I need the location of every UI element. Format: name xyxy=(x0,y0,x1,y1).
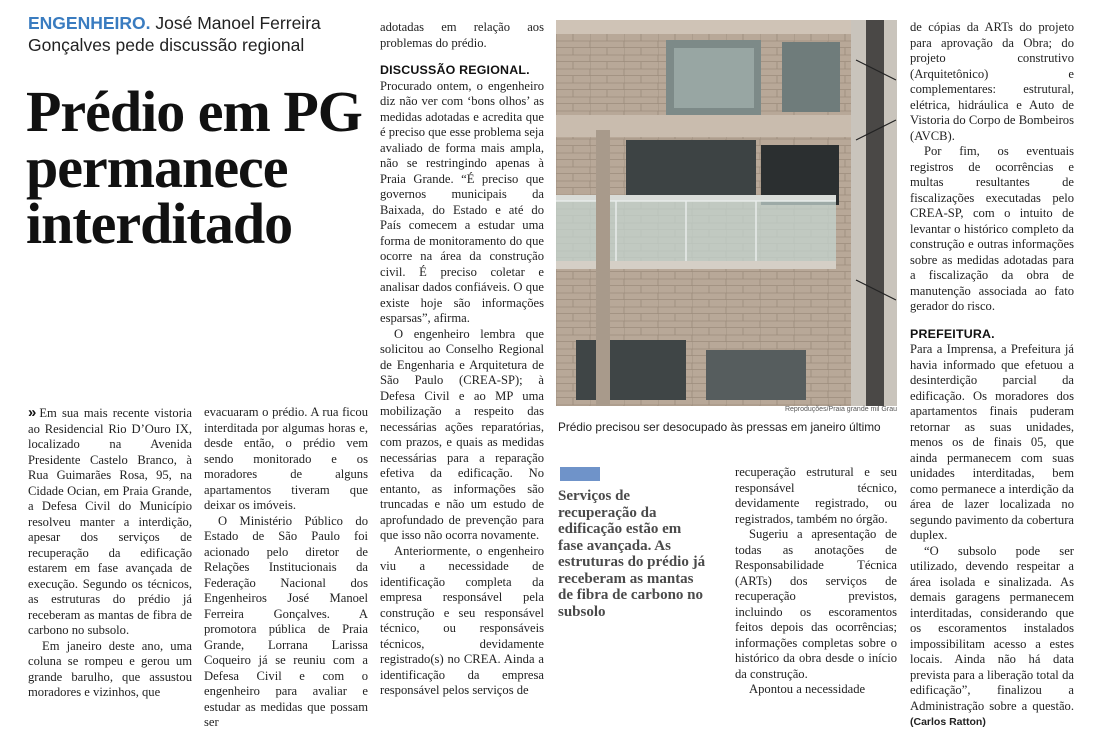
col2-paragraph-1: evacuaram o prédio. A rua ficou interditada por algumas horas e, desde então, o prédio vem sendo monitorado e os moradores de alguns apartamentos tiveram que deixar os imóveis. xyxy=(204,405,368,512)
kicker-tag: ENGENHEIRO. xyxy=(28,13,151,33)
lead-chevron-icon: » xyxy=(28,404,37,421)
col1-paragraph-2: Em janeiro deste ano, uma coluna se rompeu e gerou um grande barulho, que assustou moradores e vizinhos, que xyxy=(28,638,192,699)
col2-paragraph-2: O Ministério Público do Estado de São Paulo foi acionado pelo diretor de Relações Institucionais da Federação Nacional dos Engenheiros José Manoel Ferreira Gonçalves. A promotora pública de Praia Grande, Lorrana Larissa Coqueiro já se reuniu com a Defesa Civil e com o engenheiro para avaliar e estudar as medidas que possam ser xyxy=(204,513,368,729)
building-photo-illustration xyxy=(556,20,897,406)
kicker xyxy=(28,12,368,56)
pullquote: Serviços de recuperação da edificação estão em fase avançada. As estruturas do prédio já receberam as mantas de fibra de carbono no subsolo xyxy=(558,488,706,620)
section-heading-discussao: DISCUSSÃO REGIONAL. xyxy=(380,63,530,77)
author-credit: (Carlos Ratton) xyxy=(910,716,986,728)
col4-paragraph-1: recuperação estrutural e seu responsável técnico, devidamente registrado, ou registrados, também no órgão. xyxy=(735,465,897,526)
col3-paragraph-0: adotadas em relação aos problemas do prédio. xyxy=(380,20,544,50)
headline: Prédio em PG permanece interditado xyxy=(26,79,362,256)
col5-paragraph-2: Para a Imprensa, a Prefeitura já havia informado que efetuou a desinterdição parcial da edificação. Os moradores dos apartamentos finais puderam retornar as suas unidades, menos os de finais 05, que ainda permanecem com suas unidades interditadas, bem como permanece a interdição da área de lazer localizada no segundo pavimento da cobertura duplex. xyxy=(910,342,1075,542)
col5-paragraph-3: “O subsolo pode ser utilizado, devendo respeitar a área isolada e sinalizada. As demais garagens permanecem interditadas, considerando que os escoramentos instalados impossibilitam acesso a estes locais. Ainda não há data prevista para a liberação total da edificação”, finalizou a Administração sobre a questão. xyxy=(910,543,1074,713)
photo-caption: Prédio precisou ser desocupado às pressas em janeiro último xyxy=(558,420,881,434)
col5-paragraph-1: Por fim, os eventuais registros de ocorrências e multas resultantes de fiscalizações executadas pelo CREA-SP, com o intuito de levantar o histórico completo da construção e outras informações sobre as medidas adotadas para a fiscalização da obra de manutenção associada ao fato gerador do risco. xyxy=(910,144,1074,313)
article-column-2 xyxy=(204,405,368,731)
kicker-text: José Manoel Ferreira Gonçalves pede discussão regional xyxy=(28,13,321,55)
pullquote-accent-bar xyxy=(560,467,600,481)
col3-paragraph-3: Anteriormente, o engenheiro viu a necessidade de identificação completa da empresa responsável pela construção e seu responsável técnico, ou responsáveis técnicos, devidamente registrado(s) no CREA. Ainda a identificação da empresa responsável pelos serviços de xyxy=(380,543,544,697)
photo-credit: Reproduções/Praia grande mil Grau xyxy=(784,406,897,413)
section-heading-prefeitura: PREFEITURA. xyxy=(910,326,995,341)
article-column-3 xyxy=(380,20,544,699)
col4-paragraph-3: Apontou a necessidade xyxy=(749,682,866,696)
col3-paragraph-2: O engenheiro lembra que solicitou ao Conselho Regional de Engenharia e Arquitetura de São Paulo (CREA-SP); à Defesa Civil e ao MP uma mobilização a respeito das necessárias ações reparatórias, com prazos, e quais as medidas necessárias para a reparação efetiva da edificação. No entanto, as informações são truncadas e não um estudo de aprofundado de prevenção para que isso não ocorra novamente. xyxy=(380,326,544,542)
col4-paragraph-2: Sugeriu a apresentação de todas as anotações de Responsabilidade Técnica (ARTs) dos serviços de recuperação previstos, incluindo os escoramentos feitos depois das ocorrências; informações completas sobre o histórico da obra desde o início da construção. xyxy=(735,527,897,681)
col1-paragraph-1: Em sua mais recente vistoria ao Residencial Rio D’Ouro IX, localizado na Avenida Presidente Castelo Branco, à Rua Guimarães Rosa, 95, na Cidade Ocian, em Praia Grande, a Defesa Civil do Município resolveu manter a interdição, apesar dos serviços de recuperação da edificação estarem em fase avançada de execução. Segundo os técnicos, as estruturas do prédio já receberam as mantas de fibra de carbono no subsolo. xyxy=(28,406,192,637)
col5-paragraph-0: de cópias da ARTs do projeto para aprovação da Obra; do projeto construtivo (Arquitetônico) e complementares: estrutural, elétrica, hidráulica e Auto de Vistoria do Corpo de Bombeiros (AVCB). xyxy=(910,20,1074,143)
article-column-1 xyxy=(28,405,192,701)
building-photo xyxy=(556,20,897,406)
article-column-5 xyxy=(910,20,1074,731)
article-column-4 xyxy=(735,465,897,698)
col3-paragraph-1: Procurado ontem, o engenheiro diz não ver com ‘bons olhos’ as medidas adotadas e acredita que é preciso que esse problema seja avaliado de forma mais ampla, não se restringindo apenas à Praia Grande. “É preciso que governos municipais da Baixada, do Estado e até do País comecem a estudar uma forma de monitoramento do que ocorre na área da construção civil. É preciso coletar e analisar dados confiáveis. O que existe hoje são informações esparsas”, afirma. xyxy=(380,78,545,325)
